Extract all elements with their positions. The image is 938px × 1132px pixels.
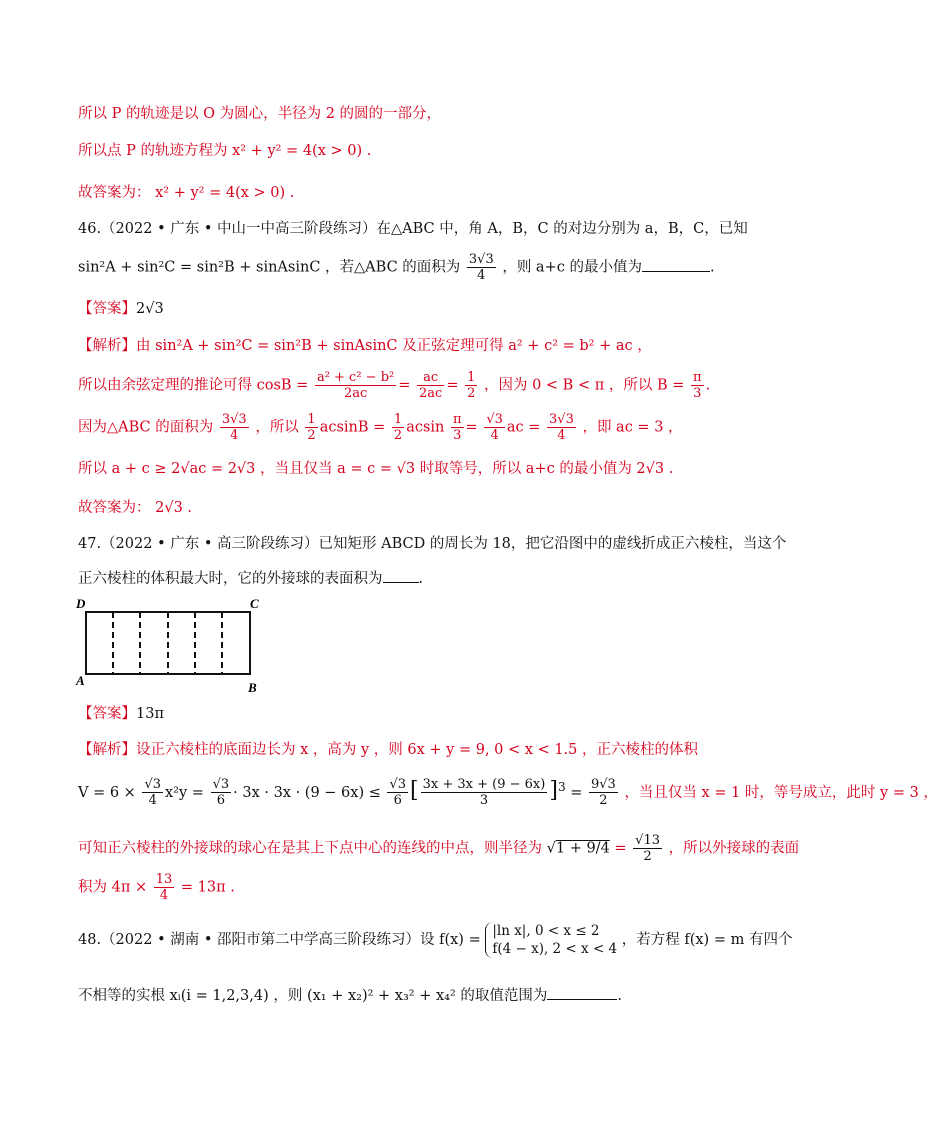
label-B: B <box>248 680 257 695</box>
q46-final: 故答案为： 2√3 . <box>78 500 193 516</box>
q47-volume: V = 6 × $\frac{√3}{4}$ x²y = $\frac{√3}{6}$ · 3x · 3x · (9 − 6x) ≤ $\frac{√3}{6}$ [ $\frac{3x + 3x + (9 - 6x)}{3}$ ]$^3$ = $\frac{9√3}{2}$ ，当且仅当 x = 1 时，等号成立，此时 y = 3 ， <box>78 777 938 809</box>
prev-solution-line-2: 所以点 P 的轨迹方程为 x² + y² = 4(x > 0) . <box>78 143 372 159</box>
q47-header: 47.（2022 • 广东 • 高三阶段练习）已知矩形 ABCD 的周长为 18，把它沿图中的虚线折成正六棱柱，当这个 <box>78 536 787 552</box>
label-C: C <box>250 596 259 611</box>
q46-answer-blank <box>642 257 710 272</box>
prev-answer-line: 故答案为： x² + y² = 4(x > 0) . <box>78 185 295 201</box>
q47-analysis-1: 【解析】设正六棱柱的底面边长为 x ，高为 y ，则 6x + y = 9, 0 < x < 1.5 ，正六棱柱的体积 <box>78 742 698 758</box>
q46-analysis-3: 因为△ABC 的面积为 $\frac{3√3}{4}$ ，所以 $\frac{1}{2}$ acsinB = $\frac{1}{2}$ acsin $\frac{\pi}{3}$ = $\frac{√3}{4}$ ac = $\frac{3√3}{4}$ ，即 ac = 3 ， <box>78 412 683 443</box>
q46-analysis-2: 所以由余弦定理的推论可得 cosB = $\frac{\text{a² + c² − b²}}{2ac}$ = $\frac{ac}{2ac}$ = $\frac{1}{2}$ ，因为 0 < B < π ，所以 B = $\frac{\pi}{3}$ . <box>78 370 711 401</box>
rectangle-fold-diagram <box>70 592 270 697</box>
q46-header: 46.（2022 • 广东 • 中山一中高三阶段练习）在△ABC 中，角 A，B，C 的对边分别为 a，B，C，已知 <box>78 221 748 237</box>
q47-analysis-4: 积为 4π × $\frac{13}{4}$ = 13π . <box>78 872 235 903</box>
q46-condition: sin²A + sin²C = sin²B + sinAsinC ，若△ABC 的面积为 $\frac{3√3}{4}$ ，则 a+c 的最小值为 . <box>78 252 715 283</box>
label-D: D <box>76 596 86 611</box>
q47-header-2: 正六棱柱的体积最大时，它的外接球的表面积为 . <box>78 568 423 590</box>
q48-answer-blank <box>547 985 617 1000</box>
prev-solution-line-1: 所以 P 的轨迹是以 O 为圆心，半径为 2 的圆的一部分， <box>78 106 442 122</box>
q47-answer-blank <box>383 568 419 583</box>
q48-header: 48.（2022 • 湖南 • 邵阳市第二中学高三阶段练习）设 f(x) = |ln x|, 0 < x ≤ 2 f(4 − x), 2 < x < 4 ，若方程 f(x) = m 有四个 <box>78 923 793 957</box>
piecewise-function: |ln x|, 0 < x ≤ 2 f(4 − x), 2 < x < 4 <box>485 922 617 958</box>
q46-analysis-4: 所以 a + c ≥ 2√ac = 2√3 ，当且仅当 a = c = √3 时取等号，所以 a+c 的最小值为 2√3 . <box>78 461 674 477</box>
q48-line-2: 不相等的实根 xᵢ(i = 1,2,3,4) ，则 (x₁ + x₂)² + x₃² + x₄² 的取值范围为 . <box>78 985 622 1007</box>
q46-analysis-1: 【解析】由 sin²A + sin²C = sin²B + sinAsinC 及正弦定理可得 a² + c² = b² + ac ， <box>78 338 652 354</box>
label-A: A <box>76 673 85 688</box>
q47-analysis-3: 可知正六棱柱的外接球的球心在是其上下点中心的连线的中点，则半径为 √1 + 9/4 = $\frac{√13}{2}$ ，所以外接球的表面 <box>78 833 800 864</box>
q47-answer: 【答案】13π <box>78 706 164 722</box>
q46-answer: 【答案】2√3 <box>78 301 164 317</box>
